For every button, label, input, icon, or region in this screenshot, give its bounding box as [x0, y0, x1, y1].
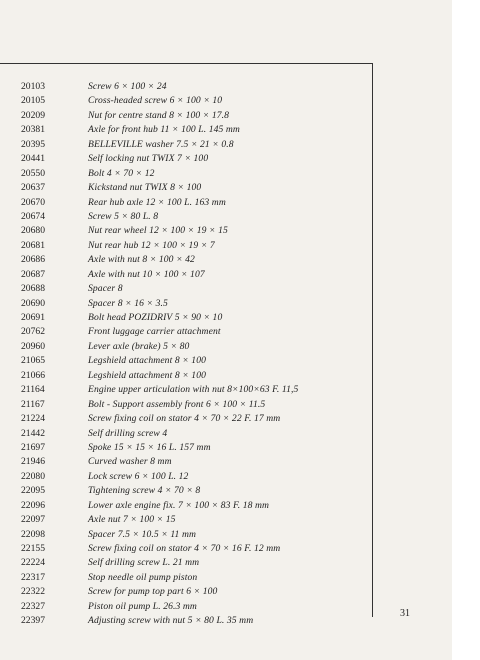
- part-code: 20686: [21, 254, 45, 266]
- part-code: 22155: [21, 543, 45, 554]
- part-code: 21167: [21, 398, 45, 410]
- part-row: [0, 340, 372, 354]
- part-row: [0, 253, 372, 267]
- part-row: [0, 455, 372, 469]
- part-description: Axle with nut 8 × 100 × 42: [88, 254, 195, 266]
- part-code: 21066: [21, 369, 45, 381]
- part-row: [0, 325, 372, 339]
- part-description: Spacer 8: [88, 283, 123, 295]
- part-description: Curved washer 8 mm: [88, 456, 172, 468]
- part-code: 22224: [21, 557, 45, 569]
- part-row: [0, 398, 372, 412]
- part-code: 20550: [21, 167, 45, 179]
- part-description: Stop needle oil pump piston: [88, 571, 198, 583]
- part-description: Front luggage carrier attachment: [88, 326, 221, 338]
- part-code: 20670: [21, 196, 45, 208]
- part-description: Screw for pump top part 6 × 100: [88, 586, 218, 598]
- part-code: 20690: [21, 297, 45, 309]
- part-row: [0, 441, 372, 455]
- part-description: Engine upper articulation with nut 8×100×63 F. 11,5: [88, 384, 299, 396]
- part-description: Adjusting screw with nut 5 × 80 L. 35 mm: [88, 615, 254, 627]
- part-code: 22317: [21, 571, 45, 583]
- part-row: [0, 210, 372, 224]
- page-edge: [452, 0, 480, 660]
- page-number: 31: [400, 608, 410, 619]
- part-description: Bolt head POZIDRIV 5 × 90 × 10: [88, 312, 223, 323]
- part-row: [0, 94, 372, 108]
- part-description: Spacer 7.5 × 10.5 × 11 mm: [88, 528, 196, 540]
- part-code: 22080: [21, 470, 45, 482]
- part-row: [0, 528, 372, 542]
- part-description: Spoke 15 × 15 × 16 L. 157 mm: [88, 441, 211, 453]
- part-row: [0, 167, 372, 181]
- part-code: 20105: [21, 95, 45, 107]
- part-row: [0, 412, 372, 426]
- part-code: 22327: [21, 600, 45, 612]
- part-code: 21697: [21, 441, 45, 453]
- part-description: Lever axle (brake) 5 × 80: [88, 340, 190, 352]
- part-row: [0, 138, 372, 152]
- part-code: 21065: [21, 355, 45, 367]
- part-code: 22097: [21, 514, 45, 526]
- part-code: 20637: [21, 182, 45, 194]
- part-description: Axle with nut 10 × 100 × 107: [88, 268, 205, 280]
- part-row: [0, 542, 372, 556]
- part-description: Screw 6 × 100 × 24: [88, 81, 167, 92]
- part-description: Bolt 4 × 70 × 12: [88, 167, 155, 179]
- part-row: [0, 600, 372, 614]
- part-description: Nut rear hub 12 × 100 × 19 × 7: [88, 239, 215, 251]
- part-row: [0, 354, 372, 368]
- part-description: Lock screw 6 × 100 L. 12: [88, 470, 189, 482]
- part-description: Screw 5 × 80 L. 8: [88, 210, 159, 222]
- part-description: Tightening screw 4 × 70 × 8: [88, 485, 201, 497]
- part-description: Rear hub axle 12 × 100 L. 163 mm: [88, 196, 226, 208]
- part-row: [0, 109, 372, 123]
- part-code: 20681: [21, 239, 45, 251]
- part-row: [0, 571, 372, 585]
- part-row: [0, 181, 372, 195]
- part-code: 22322: [21, 586, 45, 598]
- part-code: 20209: [21, 109, 45, 121]
- part-row: [0, 282, 372, 296]
- part-description: Self locking nut TWIX 7 × 100: [88, 153, 209, 165]
- part-row: [0, 383, 372, 397]
- part-row: [0, 614, 372, 628]
- part-description: Nut for centre stand 8 × 100 × 17.8: [88, 109, 230, 121]
- part-row: [0, 297, 372, 311]
- part-description: Kickstand nut TWIX 8 × 100: [88, 182, 202, 194]
- part-code: 20680: [21, 225, 45, 237]
- part-row: [0, 470, 372, 484]
- part-row: [0, 556, 372, 570]
- part-code: 20687: [21, 268, 45, 280]
- part-code: 21442: [21, 427, 45, 439]
- part-code: 20103: [21, 81, 45, 92]
- part-row: [0, 427, 372, 441]
- part-description: Cross-headed screw 6 × 100 × 10: [88, 95, 223, 107]
- part-code: 20960: [21, 340, 45, 352]
- part-description: Spacer 8 × 16 × 3.5: [88, 297, 168, 309]
- part-row: [0, 499, 372, 513]
- part-code: 21224: [21, 413, 45, 425]
- part-row: [0, 196, 372, 210]
- part-description: Screw fixing coil on stator 4 × 70 × 22 F. 17 mm: [88, 413, 281, 425]
- part-row: [0, 268, 372, 282]
- part-code: 20381: [21, 124, 45, 136]
- part-code: 21946: [21, 456, 45, 468]
- part-row: [0, 484, 372, 498]
- part-description: Piston oil pump L. 26.3 mm: [88, 600, 197, 612]
- part-description: Self drilling screw 4: [88, 427, 168, 439]
- part-row: [0, 239, 372, 253]
- part-row: [0, 123, 372, 137]
- part-description: Bolt - Support assembly front 6 × 100 × 11.5: [88, 398, 266, 410]
- part-description: Lower axle engine fix. 7 × 100 × 83 F. 18 mm: [88, 499, 270, 511]
- part-description: Screw fixing coil on stator 4 × 70 × 16 F. 12 mm: [88, 543, 281, 554]
- part-code: 22096: [21, 499, 45, 511]
- part-row: [0, 80, 372, 94]
- part-row: [0, 369, 372, 383]
- part-code: 22098: [21, 528, 45, 540]
- part-row: [0, 152, 372, 166]
- part-row: [0, 585, 372, 599]
- part-description: Legshield attachment 8 × 100: [88, 355, 206, 367]
- part-row: [0, 513, 372, 527]
- part-description: Axle nut 7 × 100 × 15: [88, 514, 176, 526]
- part-row: [0, 311, 372, 325]
- part-code: 21164: [21, 384, 45, 396]
- part-code: 20441: [21, 153, 45, 165]
- part-code: 20762: [21, 326, 45, 338]
- part-code: 20688: [21, 283, 45, 295]
- part-code: 22397: [21, 615, 45, 627]
- parts-list: [0, 80, 372, 629]
- part-description: Axle for front hub 11 × 100 L. 145 mm: [88, 124, 240, 136]
- part-description: Nut rear wheel 12 × 100 × 19 × 15: [88, 225, 228, 237]
- part-code: 20691: [21, 312, 45, 323]
- part-row: [0, 224, 372, 238]
- part-description: Legshield attachment 8 × 100: [88, 369, 206, 381]
- part-code: 20674: [21, 210, 45, 222]
- part-code: 22095: [21, 485, 45, 497]
- part-code: 20395: [21, 138, 45, 150]
- part-description: BELLEVILLE washer 7.5 × 21 × 0.8: [88, 138, 234, 150]
- part-description: Self drilling screw L. 21 mm: [88, 557, 200, 569]
